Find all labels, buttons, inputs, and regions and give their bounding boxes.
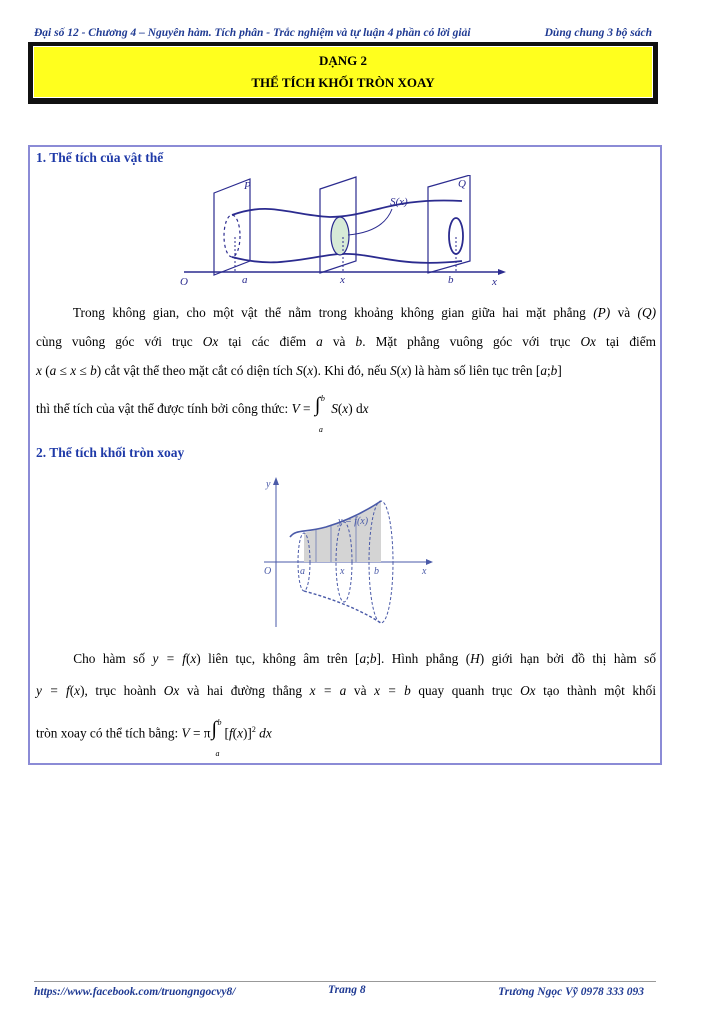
fig1-label-P: P xyxy=(244,180,251,192)
topic-banner xyxy=(28,42,658,104)
section2-title: 2. Thể tích khối tròn xoay xyxy=(36,445,185,460)
fig1-label-a: a xyxy=(242,274,248,286)
content-box xyxy=(28,145,662,765)
fig1-label-b: b xyxy=(448,274,454,286)
fig1-label-S: S(x) xyxy=(390,196,408,208)
fig1-label-x: x xyxy=(340,274,345,286)
header-left: Đại số 12 - Chương 4 – Nguyên hàm. Tích phân - Trắc nghiệm và tự luận 4 phần có lời giải xyxy=(34,27,471,39)
fig2-label-axis: x xyxy=(422,566,427,577)
s2-line2: y = f(x), trục hoành Ox và hai đường thẳng x = a và x = b quay quanh trục Ox tạo thành một khối xyxy=(36,683,657,698)
s1-line4: thì thể tích của vật thể được tính bởi công thức: V = ∫ b a S(x) dx xyxy=(36,394,369,434)
fig2-label-fx: y = f(x) xyxy=(338,516,369,527)
fig1-label-axis: x xyxy=(492,276,497,288)
fig2-label-y: y xyxy=(266,479,271,490)
banner-line2: THỂ TÍCH KHỐI TRÒN XOAY xyxy=(251,75,435,90)
revolution-figure xyxy=(256,477,436,639)
s2-line1: Cho hàm số y = f(x) liên tục, không âm trên [a;b]. Hình phẳng (H) giới hạn bởi đồ thị hàm số xyxy=(73,651,656,666)
page-number: Trang 8 xyxy=(328,984,366,996)
fig2-label-O: O xyxy=(264,566,272,577)
banner-line1: DẠNG 2 xyxy=(318,53,368,68)
solid-figure xyxy=(180,175,510,293)
s1-line1: Trong không gian, cho một vật thể nằm trong khoảng không gian giữa hai mặt phẳng (P) và (Q) xyxy=(72,305,657,320)
fig2-label-x: x xyxy=(340,566,345,577)
fig2-label-b: b xyxy=(374,566,379,577)
s1-line2: cùng vuông góc với trục Ox tại các điểm a và b. Mặt phẳng vuông góc với trục Ox tại điểm xyxy=(36,334,657,349)
page-header xyxy=(34,27,656,41)
header-right: Dùng chung 3 bộ sách xyxy=(544,27,652,39)
s2-line3: tròn xoay có thể tích bằng: V = π ∫ b a $[f(x)]^2$ dx xyxy=(36,718,272,759)
s1-line3: x (a ≤ x ≤ b) cắt vật thể theo mặt cắt có diện tích S(x). Khi đó, nếu S(x) là hàm số liên tục trên [a;b] xyxy=(36,363,562,378)
footer-divider xyxy=(34,981,656,982)
fig1-label-Q: Q xyxy=(458,178,466,190)
section1-title: 1. Thể tích của vật thể xyxy=(36,150,164,165)
page-footer xyxy=(34,986,656,1000)
fig2-label-a: a xyxy=(300,566,305,577)
fig1-label-O: O xyxy=(180,276,188,288)
footer-author: Trương Ngọc Vỹ 0978 333 093 xyxy=(498,986,644,998)
footer-link[interactable]: https://www.facebook.com/truongngocvy8/ xyxy=(34,986,236,998)
